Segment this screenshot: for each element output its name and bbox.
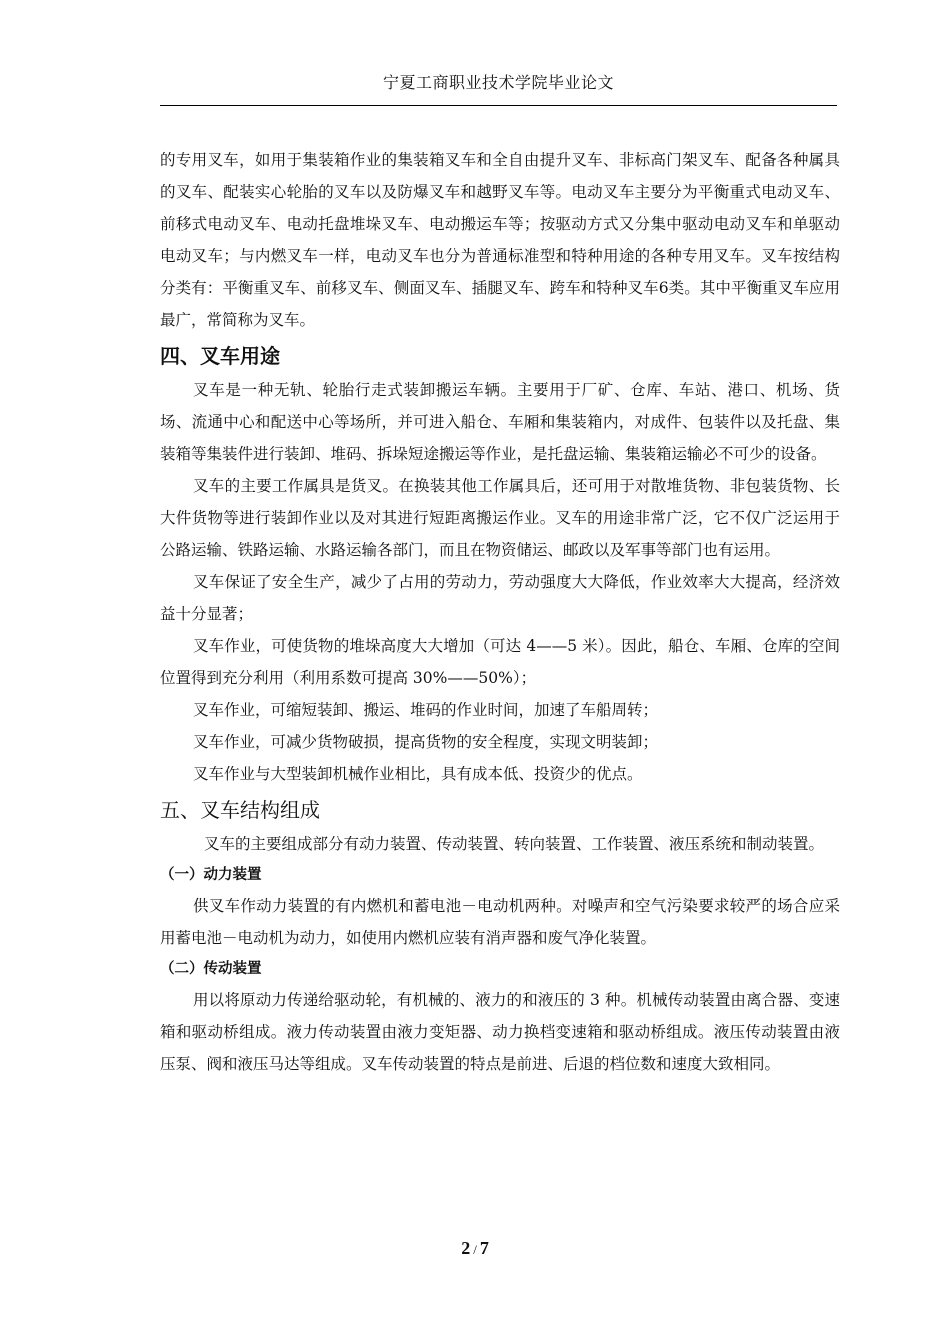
document-body [160, 144, 840, 1080]
usage-paragraph-1: 叉车是一种无轨、轮胎行走式装卸搬运车辆。主要用于厂矿、仓库、车站、港口、机场、货场、流通中心和配送中心等场所，并可进入船仓、车厢和集装箱内，对成件、包装件以及托盘、集装箱等集装件进行装卸、堆码、拆垛短途搬运等作业，是托盘运输、集装箱运输必不可少的设备。 [160, 381, 840, 463]
section-heading-usage: 四、叉车用途 [160, 344, 280, 368]
total-pages: 7 [479, 1238, 489, 1258]
usage-paragraph-3: 叉车保证了安全生产，减少了占用的劳动力，劳动强度大大降低，作业效率大大提高，经济效益十分显著； [160, 573, 840, 623]
structure-intro: 叉车的主要组成部分有动力装置、传动装置、转向装置、工作装置、液压系统和制动装置。 [204, 835, 825, 853]
subheading-power-unit: （一）动力装置 [160, 867, 262, 883]
current-page: 2 [461, 1238, 471, 1258]
page-separator: / [473, 1242, 477, 1257]
usage-paragraph-5: 叉车作业，可缩短装卸、搬运、堆码的作业时间，加速了车船周转； [193, 701, 659, 719]
page-header-title: 宁夏工商职业技术学院毕业论文 [382, 73, 614, 92]
section-heading-structure: 五、叉车结构组成 [160, 798, 320, 822]
usage-paragraph-2: 叉车的主要工作属具是货叉。在换装其他工作属具后，还可用于对散堆货物、非包装货物、长大件货物等进行装卸作业以及对其进行短距离搬运作业。叉车的用途非常广泛，它不仅广泛运用于公路运输、铁路运输、水路运输各部门，而且在物资储运、邮政以及军事等部门也有运用。 [160, 477, 840, 559]
usage-paragraph-6: 叉车作业，可减少货物破损，提高货物的安全程度，实现文明装卸； [193, 733, 659, 751]
usage-paragraph-7: 叉车作业与大型装卸机械作业相比，具有成本低、投资少的优点。 [193, 765, 643, 783]
power-unit-paragraph: 供叉车作动力装置的有内燃机和蓄电池－电动机两种。对噪声和空气污染要求较严的场合应采用蓄电池－电动机为动力，如使用内燃机应装有消声器和废气净化装置。 [160, 897, 840, 947]
transmission-paragraph: 用以将原动力传递给驱动轮，有机械的、液力的和液压的 3 种。机械传动装置由离合器、变速箱和驱动桥组成。液力传动装置由液力变矩器、动力换档变速箱和驱动桥组成。液压传动装置由液压泵、阀和液压马达等组成。叉车传动装置的特点是前进、后退的档位数和速度大致相同。 [160, 991, 840, 1073]
usage-paragraph-4: 叉车作业，可使货物的堆垛高度大大增加（可达 4——5 米）。因此，船仓、车厢、仓库的空间位置得到充分利用（利用系数可提高 30%——50%）； [160, 637, 840, 687]
header-rule [160, 105, 837, 106]
continuation-paragraph: 的专用叉车，如用于集装箱作业的集装箱叉车和全自由提升叉车、非标高门架叉车、配备各种属具的叉车、配装实心轮胎的叉车以及防爆叉车和越野叉车等。电动叉车主要分为平衡重式电动叉车、前移式电动叉车、电动托盘堆垛叉车、电动搬运车等；按驱动方式又分集中驱动电动叉车和单驱动电动叉车；与内燃叉车一样，电动叉车也分为普通标准型和特种用途的各种专用叉车。叉车按结构分类有：平衡重叉车、前移叉车、侧面叉车、插腿叉车、跨车和特种叉车6类。其中平衡重叉车应用最广，常简称为叉车。 [160, 151, 840, 329]
page-number [0, 1238, 950, 1259]
subheading-transmission: （二）传动装置 [160, 961, 262, 977]
